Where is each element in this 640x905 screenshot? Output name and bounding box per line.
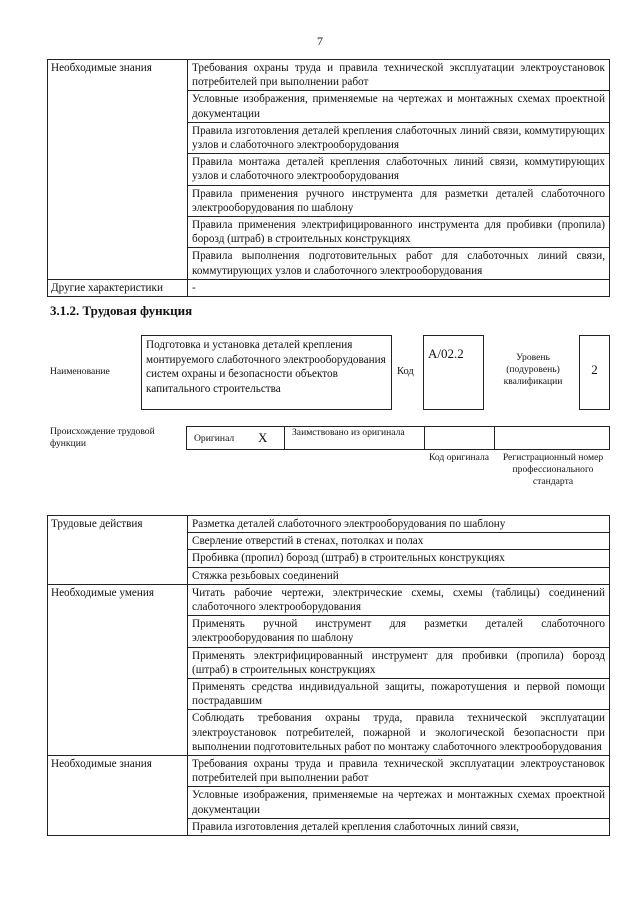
row-item: Правила изготовления деталей крепления слаботочных линий связи, коммутирующих узлов и слаботочного электрооборудования <box>188 122 610 153</box>
row-item: Применять ручной инструмент для разметки деталей слаботочного электрооборудования по шаблону <box>188 616 610 647</box>
row-item: Применять электрифицированный инструмент для пробивки (пропила) борозд (штраб) в строительных конструкциях <box>188 647 610 678</box>
code-caption: Код оригинала <box>428 452 490 463</box>
name-label: Наименование <box>50 366 110 377</box>
table-row <box>48 60 610 91</box>
row-item: Читать рабочие чертежи, электрические схемы, схемы (таблицы) соединений слаботочного электрооборудования <box>188 584 610 615</box>
row-label: Необходимые знания <box>48 756 188 836</box>
level-value: 2 <box>591 362 598 377</box>
row-item: Правила монтажа деталей крепления слаботочных линий связи, коммутирующих узлов и слаботочного электрооборудования <box>188 154 610 185</box>
row-item: Правила выполнения подготовительных работ для слаботочных линий связи, коммутирующих узлов и слаботочного электрооборудования <box>188 248 610 279</box>
row-item: Пробивка (пропил) борозд (штраб) в строительных конструкциях <box>188 550 610 567</box>
origin-divider <box>424 426 425 450</box>
section-heading: 3.1.2. Трудовая функция <box>50 303 193 318</box>
row-label: Трудовые действия <box>48 516 188 585</box>
table-row <box>48 516 610 533</box>
original-mark: X <box>258 430 268 445</box>
row-item: Правила применения электрифицированного инструмента для пробивки (пропила) борозд (штраб) в строительных конструкциях <box>188 217 610 248</box>
row-item: Правила изготовления деталей крепления слаботочных линий связи, <box>188 818 610 835</box>
function-name-value: Подготовка и установка деталей крепления монтируемого слаботочного электрооборудования систем охраны и безопасности объектов капитального строительства <box>146 339 386 395</box>
row-item: Стяжка резьбовых соединений <box>188 567 610 584</box>
table-row <box>48 279 610 296</box>
code-value: А/02.2 <box>428 346 464 361</box>
row-item: Соблюдать требования охраны труда, правила технической эксплуатации электроустановок потребителей, пожарной и экологической безопасности при выполнении подготовительных работ по монтажу слаботочного электрооборудования <box>188 710 610 756</box>
reg-caption: Регистрационный номер профессионального стандарта <box>502 452 604 487</box>
row-item: Условные изображения, применяемые на чертежах и монтажных схемах проектной документации <box>188 787 610 818</box>
row-item: Требования охраны труда и правила технической эксплуатации электроустановок потребителей при выполнении работ <box>188 60 610 91</box>
row-item: Условные изображения, применяемые на чертежах и монтажных схемах проектной документации <box>188 91 610 122</box>
row-item: Разметка деталей слаботочного электрооборудования по шаблону <box>188 516 610 533</box>
level-label: Уровень (подуровень) квалификации <box>503 352 563 387</box>
origin-divider <box>284 426 285 450</box>
page-number: 7 <box>317 34 323 48</box>
table-row <box>48 756 610 787</box>
row-item: Сверление отверстий в стенах, потолках и полах <box>188 533 610 550</box>
borrowed-label: Заимствовано из оригинала <box>292 427 405 438</box>
function-name-box <box>141 335 392 410</box>
row-item: Требования охраны труда и правила технической эксплуатации электроустановок потребителей при выполнении работ <box>188 756 610 787</box>
row-item: Правила применения ручного инструмента для разметки деталей слаботочного электрооборудования по шаблону <box>188 185 610 216</box>
row-label: Необходимые умения <box>48 584 188 755</box>
level-box <box>579 335 610 410</box>
origin-divider <box>494 426 495 450</box>
row-label: Необходимые знания <box>48 60 188 280</box>
code-box <box>423 335 484 410</box>
code-label: Код <box>397 366 414 377</box>
requirements-table-top <box>47 59 610 297</box>
row-label: Другие характеристики <box>48 279 188 296</box>
table-row <box>48 584 610 615</box>
original-label: Оригинал <box>194 433 235 444</box>
row-item: - <box>188 279 610 296</box>
requirements-table-bottom <box>47 515 610 836</box>
row-item: Применять средства индивидуальной защиты, пожаротушения и первой помощи пострадавшим <box>188 679 610 710</box>
origin-label: Происхождение трудовой функции <box>50 426 155 449</box>
